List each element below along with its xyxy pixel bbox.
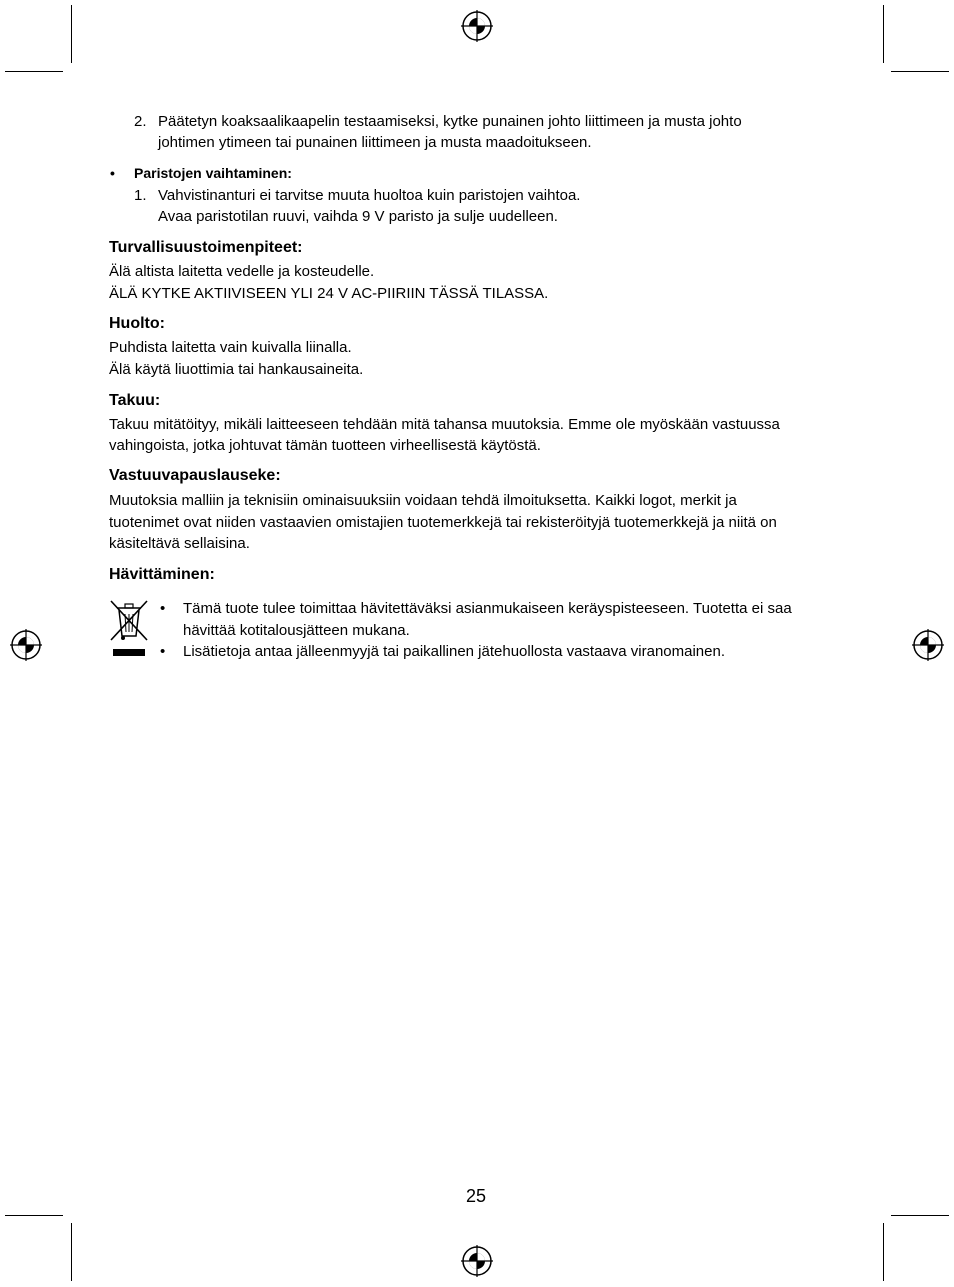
paragraph-line: johtimen ytimeen tai punainen liittimeen ja musta maadoitukseen. [158,134,592,151]
section-heading: Turvallisuustoimenpiteet: [109,239,303,256]
section-heading: Huolto: [109,315,165,332]
registration-mark-icon [9,628,43,662]
paragraph-line: Älä altista laitetta vedelle ja kosteudelle. [109,263,375,280]
list-item-number: 2. [134,113,147,130]
bullet: • [110,165,115,181]
list-item: Tämä tuote tulee toimittaa hävitettäväksi asianmukaiseen keräyspisteeseen. Tuotetta ei saa [183,600,792,617]
crop-mark [883,1223,884,1281]
paragraph-line: Puhdista laitetta vain kuivalla liinalla. [109,339,352,356]
bullet: • [160,600,166,617]
crop-mark [891,1215,949,1216]
paragraph-line: Älä käytä liuottimia tai hankausaineita. [109,361,364,378]
paragraph-line: Muutoksia malliin ja teknisiin ominaisuuksiin voidaan tehdä ilmoituksetta. Kaikki logot, merkit ja [109,492,737,509]
list-item: hävittää kotitalousjätteen mukana. [183,622,410,639]
paragraph-line: Takuu mitätöityy, mikäli laitteeseen tehdään mitä tahansa muutoksia. Emme ole myöskään vastuussa [109,416,780,433]
paragraph-line: vahingoista, jotka johtuvat tämän tuotteen virheellisestä käytöstä. [109,437,541,454]
subsection-title: Paristojen vaihtaminen: [134,165,292,181]
bullet: • [160,643,166,660]
paragraph-line: Vahvistinanturi ei tarvitse muuta huoltoa kuin paristojen vaihtoa. [158,187,581,204]
section-heading: Vastuuvapauslauseke: [109,467,281,484]
crop-mark [71,5,72,63]
registration-mark-icon [460,9,494,43]
crop-mark [71,1223,72,1281]
list-item: Lisätietoja antaa jälleenmyyjä tai paikallinen jätehuollosta vastaava viranomainen. [183,643,725,660]
list-item-number: 1. [134,187,147,204]
paragraph-line: tuotenimet ovat niiden vastaavien omistajien tuotemerkkejä tai rekisteröityjä tuotemerkkejä ja niitä on [109,514,777,531]
registration-mark-icon [460,1244,494,1278]
paragraph-line: ÄLÄ KYTKE AKTIIVISEEN YLI 24 V AC-PIIRIIN TÄSSÄ TILASSA. [109,285,549,302]
registration-mark-icon [911,628,945,662]
crop-mark [883,5,884,63]
paragraph-line: Avaa paristotilan ruuvi, vaihda 9 V paristo ja sulje uudelleen. [158,208,558,225]
weee-crossed-bin-icon [108,598,150,660]
crop-mark [5,1215,63,1216]
paragraph-line: Päätetyn koaksaalikaapelin testaamiseksi, kytke punainen johto liittimeen ja musta johto [158,113,742,130]
crop-mark [5,71,63,72]
page-number: 25 [466,1186,487,1206]
section-heading: Takuu: [109,392,161,409]
crop-mark [891,71,949,72]
paragraph-line: käsiteltävä sellaisina. [109,535,250,552]
section-heading: Hävittäminen: [109,566,215,583]
